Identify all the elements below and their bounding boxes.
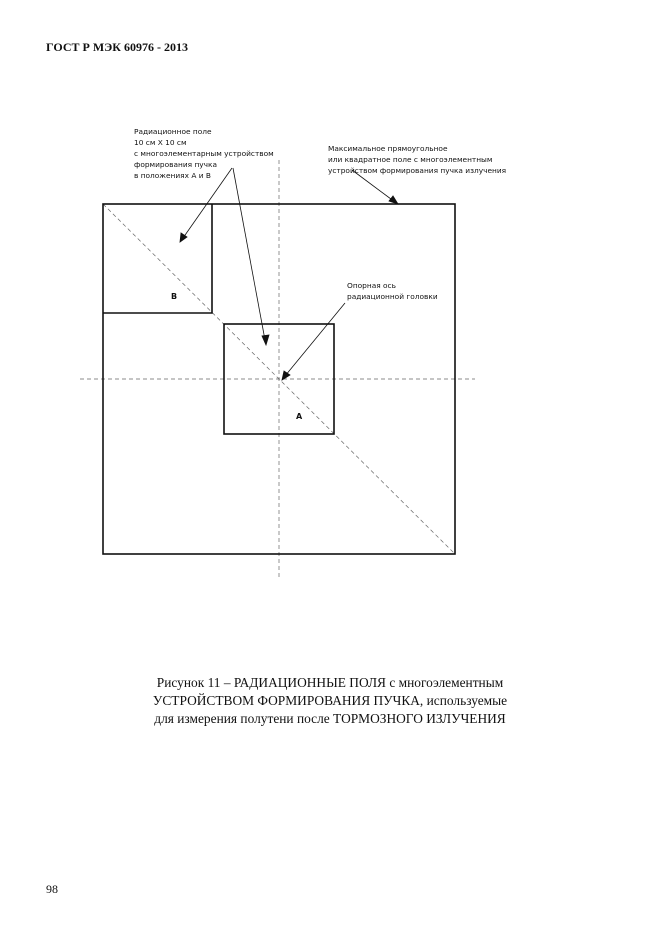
figure-caption bbox=[60, 674, 600, 728]
radiation-field-label-line: с многоэлементарным устройством bbox=[134, 149, 274, 158]
radiation-field-label bbox=[134, 127, 276, 180]
reference-axis-label-line: Опорная ось bbox=[347, 281, 396, 290]
caption-line: УСТРОЙСТВОМ ФОРМИРОВАНИЯ ПУЧКА, используемые bbox=[152, 693, 508, 708]
maximum-field-label-line: или квадратное поле с многоэлементным bbox=[328, 155, 493, 164]
maximum-field-label bbox=[328, 144, 506, 175]
maximum-field-label-line: устройством формирования пучка излучения bbox=[328, 166, 507, 175]
radiation-field-label-line: Радиационное поле bbox=[134, 127, 212, 136]
reference-axis-label-line: радиационной головки bbox=[347, 292, 438, 301]
position-a-label: A bbox=[296, 412, 303, 421]
page-number: 98 bbox=[46, 882, 58, 896]
position-b-label: B bbox=[171, 292, 178, 301]
radiation-field-label-line: формирования пучка bbox=[134, 160, 218, 169]
radiation-field-label-line: 10 см X 10 см bbox=[134, 138, 187, 147]
maximum-field-label-line: Максимальное прямоугольное bbox=[328, 144, 448, 153]
caption-line: для измерения полутени после ТОРМОЗНОГО ИЗЛУЧЕНИЯ bbox=[154, 711, 506, 726]
document-header: ГОСТ Р МЭК 60976 - 2013 bbox=[46, 40, 188, 54]
reference-axis-label bbox=[347, 281, 438, 301]
radiation-field-label-line: в положениях А и В bbox=[134, 171, 211, 180]
caption-line: Рисунок 11 – РАДИАЦИОННЫЕ ПОЛЯ с многоэлементным bbox=[156, 675, 504, 690]
